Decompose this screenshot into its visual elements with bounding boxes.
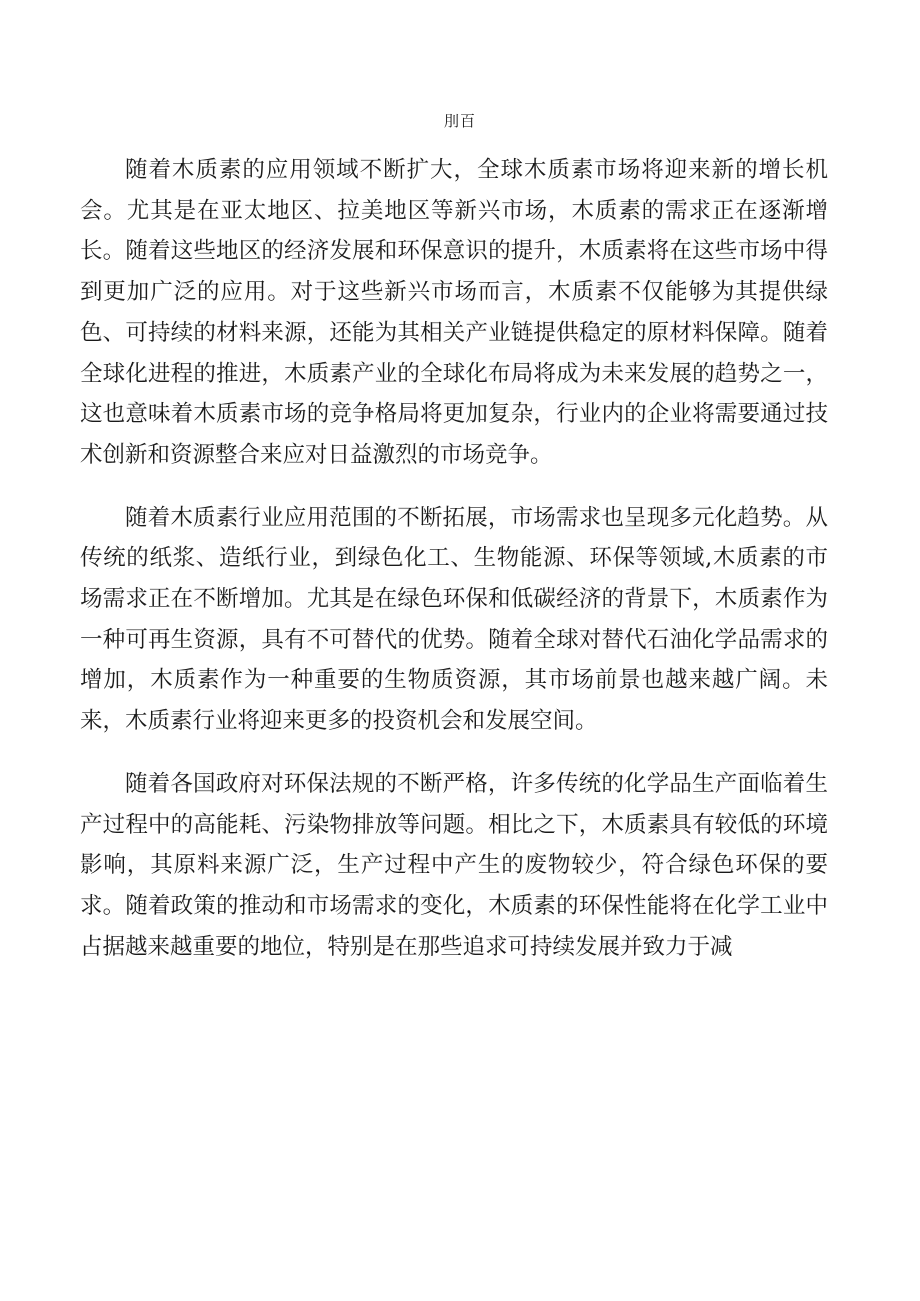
page-heading: 刖百 bbox=[443, 112, 476, 130]
paragraph-3: 随着各国政府对环保法规的不断严格，许多传统的化学品生产面临着生产过程中的高能耗、污染物排放等问题。相比之下，木质素具有较低的环境影响，其原料来源广泛，生产过程中产生的废物较少，符合绿色环保的要求。随着政策的推动和市场需求的变化，木质素的环保性能将在化学工业中占据越来越重要的地位，特别是在那些追求可持续发展并致力于减 bbox=[80, 770, 828, 960]
paragraph-1: 随着木质素的应用领域不断扩大，全球木质素市场将迎来新的增长机会。尤其是在亚太地区、拉美地区等新兴市场，木质素的需求正在逐渐增长。随着这些地区的经济发展和环保意识的提升，木质素将在这些市场中得到更加广泛的应用。对于这些新兴市场而言，木质素不仅能够为其提供绿色、可持续的材料来源，还能为其相关产业链提供稳定的原材料保障。随着全球化进程的推进，木质素产业的全球化布局将成为未来发展的趋势之一，这也意味着木质素市场的竞争格局将更加复杂，行业内的企业将需要通过技术创新和资源整合来应对日益激烈的市场竞争。 bbox=[80, 157, 828, 468]
paragraph-2: 随着木质素行业应用范围的不断拓展，市场需求也呈现多元化趋势。从传统的纸浆、造纸行业，到绿色化工、生物能源、环保等领域,木质素的市场需求正在不断增加。尤其是在绿色环保和低碳经济的背景下，木质素作为一种可再生资源，具有不可替代的优势。随着全球对替代石油化学品需求的增加，木质素作为一种重要的生物质资源，其市场前景也越来越广阔。未来，木质素行业将迎来更多的投资机会和发展空间。 bbox=[80, 504, 828, 735]
body-text bbox=[80, 150, 828, 989]
